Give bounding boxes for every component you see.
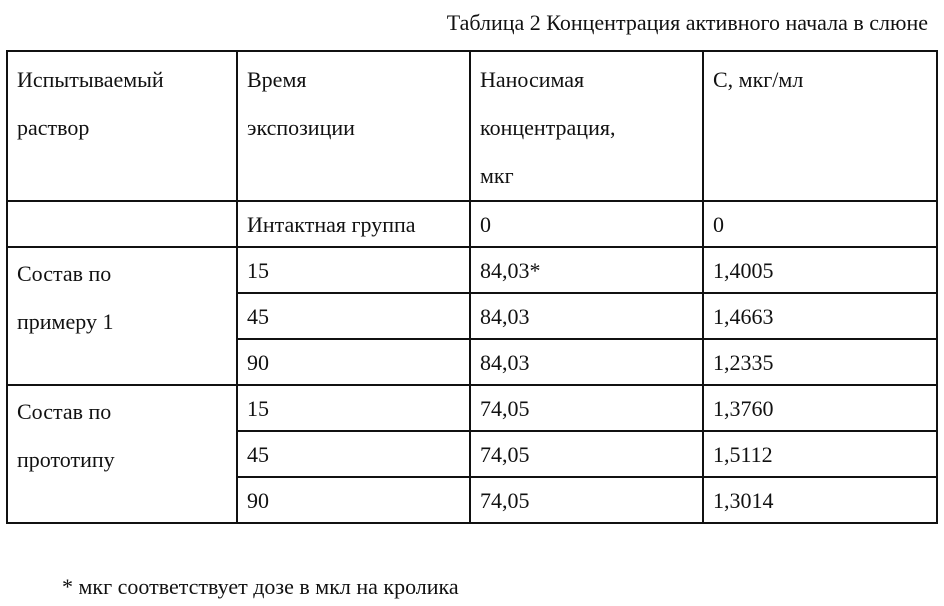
cell-dose: 74,05 [470,385,703,431]
table-header-row [7,51,937,201]
cell-time: 45 [237,293,470,339]
table-caption: Таблица 2 Концентрация активного начала в слюне [446,10,928,35]
cell-time: 15 [237,385,470,431]
cell-c: 0 [703,201,937,247]
table-row [7,201,937,247]
footnote: * мкг соответствует дозе в мкл на кролика [62,574,459,599]
cell-time: 15 [237,247,470,293]
cell-c: 1,4005 [703,247,937,293]
cell-dose: 84,03 [470,293,703,339]
cell-time: Интактная группа [237,201,470,247]
header-applied-concentration: Наносимая концентрация, мкг [470,51,703,201]
cell-c: 1,3760 [703,385,937,431]
cell-c: 1,3014 [703,477,937,523]
cell-group-prototype: Состав по прототипу [7,385,237,523]
table-row [7,247,937,293]
cell-time: 90 [237,477,470,523]
cell-time: 90 [237,339,470,385]
cell-group [7,201,237,247]
table-row [7,385,937,431]
concentration-table [6,50,938,524]
cell-dose: 74,05 [470,477,703,523]
header-concentration-c: С, мкг/мл [703,51,937,201]
cell-c: 1,4663 [703,293,937,339]
header-exposure-time: Время экспозиции [237,51,470,201]
cell-c: 1,2335 [703,339,937,385]
cell-dose: 0 [470,201,703,247]
cell-c: 1,5112 [703,431,937,477]
header-test-solution: Испытываемый раствор [7,51,237,201]
cell-dose: 84,03* [470,247,703,293]
cell-dose: 84,03 [470,339,703,385]
cell-time: 45 [237,431,470,477]
cell-dose: 74,05 [470,431,703,477]
cell-group-example-1: Состав по примеру 1 [7,247,237,385]
